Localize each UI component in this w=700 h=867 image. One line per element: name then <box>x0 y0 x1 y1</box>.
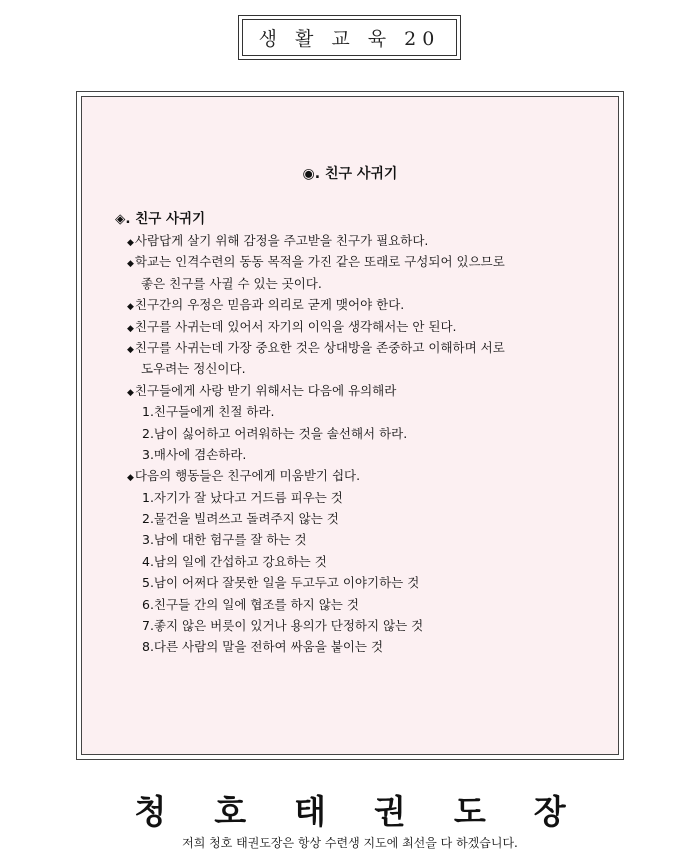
numbered-item: 2.물건을 빌려쓰고 돌려주지 않는 것 <box>142 511 339 527</box>
list-item-continuation: 좋은 친구를 사귈 수 있는 곳이다. <box>141 275 322 291</box>
subsection-label: 친구 사귀기 <box>135 211 206 227</box>
bullet-icon: ◆ <box>127 344 134 355</box>
numbered-item: 4.남의 일에 간섭하고 강요하는 것 <box>142 553 327 569</box>
subsection-heading <box>115 208 585 230</box>
numbered-item: 3.남에 대한 험구를 잘 하는 것 <box>142 532 307 548</box>
title-box <box>238 15 461 60</box>
page-title: 생 활 교 육 20 <box>242 19 457 56</box>
list-item <box>115 380 585 401</box>
numbered-item: 8.다른 사람의 말을 전하여 싸움을 붙이는 것 <box>142 639 384 655</box>
content-frame <box>76 91 624 760</box>
list-item-continuation: 도우려는 정신이다. <box>141 361 246 377</box>
list-item-text: 친구를 사귀는데 있어서 자기의 이익을 생각해서는 안 된다. <box>134 318 457 334</box>
content-body <box>115 208 585 658</box>
group-intro: 친구들에게 사랑 받기 위해서는 다음에 유의해라 <box>134 382 397 398</box>
content-panel <box>81 96 619 755</box>
bullet-icon: ◆ <box>127 473 134 484</box>
numbered-item: 3.매사에 겸손하라. <box>142 446 247 462</box>
dojang-name: 청호태권도장 <box>134 792 614 831</box>
dojang-slogan: 저희 청호 태권도장은 항상 수련생 지도에 최선을 다 하겠습니다. <box>182 836 518 850</box>
list-item <box>115 465 585 486</box>
bullet-icon: ◆ <box>127 259 134 270</box>
list-item <box>115 230 585 251</box>
list-item-text: 친구간의 우정은 믿음과 의리로 굳게 맺어야 한다. <box>134 297 405 313</box>
list-item-text: 학교는 인격수련의 동동 목적을 가진 같은 또래로 구성되어 있으므로 <box>134 254 505 270</box>
list-item <box>115 251 585 272</box>
list-item-text: 친구를 사귀는데 가장 중요한 것은 상대방을 존중하고 이해하며 서로 <box>134 339 505 355</box>
section-heading: ◉. 친구 사귀기 <box>302 166 398 182</box>
diamond-bullet-icon: ◈. <box>115 211 131 227</box>
numbered-item: 2.남이 싫어하고 어려워하는 것을 솔선해서 하라. <box>142 425 408 441</box>
numbered-item: 1.자기가 잘 났다고 거드름 피우는 것 <box>142 489 343 505</box>
numbered-item: 5.남이 어쩌다 잘못한 일을 두고두고 이야기하는 것 <box>142 575 420 591</box>
numbered-item: 7.좋지 않은 버릇이 있거나 용의가 단정하지 않는 것 <box>142 618 424 634</box>
bullet-icon: ◆ <box>127 387 134 398</box>
group-intro: 다음의 행동들은 친구에게 미움받기 쉽다. <box>134 468 361 484</box>
list-item <box>115 316 585 337</box>
numbered-item: 1.친구들에게 친절 하라. <box>142 404 275 420</box>
list-item-text: 사람답게 살기 위해 감정을 주고받을 친구가 필요하다. <box>134 233 429 248</box>
numbered-item: 6.친구들 간의 일에 협조를 하지 않는 것 <box>142 596 359 612</box>
list-item <box>115 294 585 315</box>
bullet-icon: ◆ <box>127 238 134 248</box>
bullet-icon: ◆ <box>127 302 134 313</box>
bullet-icon: ◆ <box>127 323 134 334</box>
list-item <box>115 337 585 358</box>
